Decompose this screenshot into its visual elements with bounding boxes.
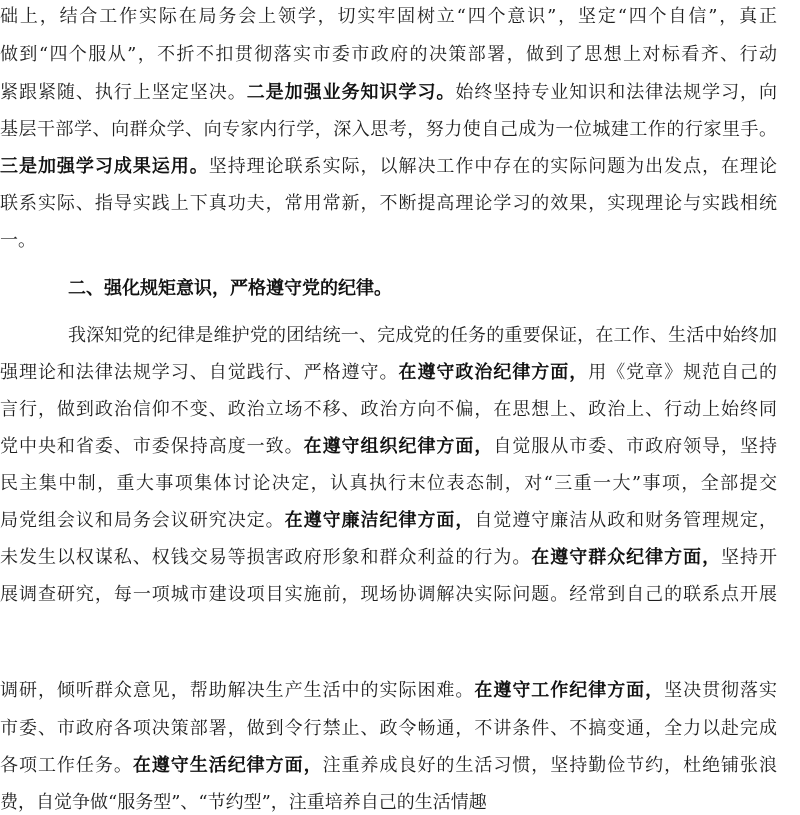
text-run: 用《党章》规范自己的 (588, 362, 778, 383)
text-run: 党中央和省委、市委保持高度一致。 (0, 436, 304, 457)
text-line (0, 583, 777, 607)
text-line (0, 435, 777, 459)
text-run: 未发生以权谋私、权钱交易等损害政府形象和群众利益的行为。 (0, 547, 532, 568)
text-line (0, 679, 777, 703)
text-run: 民主集中制，重大事项集体讨论决定，认真执行末位表态制，对“三重一大”事项，全部提交 (0, 473, 777, 494)
text-line (0, 398, 777, 422)
text-run: 局党组会议和局务会议研究决定。 (0, 510, 285, 531)
text-line (0, 192, 777, 216)
text-line (0, 472, 777, 496)
text-line (0, 155, 777, 179)
text-run: 一。 (0, 230, 36, 251)
text-run: 基层干部学、向群众学、向专家内行学，深入思考，努力使自己成为一位城建工作的行家里手。 (0, 119, 777, 140)
text-line (0, 754, 777, 778)
emphasis-run: 在遵守工作纪律方面， (474, 680, 665, 701)
text-line (0, 81, 777, 105)
emphasis-run: 在遵守组织纪律方面， (303, 436, 494, 457)
text-line (0, 5, 777, 29)
text-run: 坚持理论联系实际，以解决工作中存在的实际问题为出发点，在理论 (208, 156, 778, 177)
text-run: 自觉遵守廉洁从政和财务管理规定， (474, 510, 777, 531)
text-line (0, 546, 777, 570)
emphasis-run: 在遵守生活纪律方面， (132, 755, 323, 776)
text-run: 做到“四个服从”，不折不扣贯彻落实市委市政府的决策部署，做到了思想上对标看齐、行动 (0, 44, 777, 65)
text-run: 础上，结合工作实际在局务会上领学，切实牢固树立“四个意识”，坚定“四个自信”，真正 (0, 6, 777, 27)
text-line (0, 118, 777, 142)
text-run: 各项工作任务。 (0, 755, 133, 776)
text-line (0, 717, 777, 741)
text-run: 注重养成良好的生活习惯，坚持勤俭节约，杜绝铺张浪 (322, 755, 778, 776)
text-run: 始终坚持专业知识和法律法规学习，向 (455, 82, 778, 103)
text-run: 紧跟紧随、执行上坚定坚决。 (0, 82, 247, 103)
text-line (0, 361, 777, 385)
text-run: 我深知党的纪律是维护党的团结统一、完成党的任务的重要保证，在工作、生活中始终加 (68, 325, 777, 346)
text-line (0, 229, 777, 253)
emphasis-run: 二是加强业务知识学习。 (246, 82, 456, 103)
text-run: 坚持开 (721, 547, 777, 568)
text-run: 调研，倾听群众意见，帮助解决生产生活中的实际困难。 (0, 680, 475, 701)
text-run: 坚决贯彻落实 (664, 680, 777, 701)
text-run: 自觉服从市委、市政府领导，坚持 (493, 436, 778, 457)
text-line (0, 509, 777, 533)
text-run: 强理论和法律法规学习、自觉践行、严格遵守。 (0, 362, 399, 383)
text-run: 联系实际、指导实践上下真功夫，常用常新，不断提高理论学习的效果，实现理论与实践相统 (0, 193, 777, 214)
emphasis-run: 在遵守政治纪律方面， (398, 362, 589, 383)
text-line-cut-off (0, 791, 777, 815)
emphasis-run: 三是加强学习成果运用。 (0, 156, 209, 177)
text-run: 市委、市政府各项决策部署，做到令行禁止、政令畅通，不讲条件、不搞变通，全力以赴完成 (0, 718, 777, 739)
text-line (68, 324, 777, 348)
text-line (0, 43, 777, 67)
section-heading: 二、强化规矩意识，严格遵守党的纪律。 (68, 278, 392, 299)
text-run: 展调查研究，每一项城市建设项目实施前，现场协调解决实际问题。经常到自己的联系点开展 (0, 584, 777, 605)
emphasis-run: 在遵守廉洁纪律方面， (284, 510, 475, 531)
text-run: 费，自觉争做“服务型”、“节约型”，注重培养自己的生活情趣 (0, 792, 487, 813)
emphasis-run: 在遵守群众纪律方面， (531, 547, 722, 568)
text-run: 言行，做到政治信仰不变、政治立场不移、政治方向不偏，在思想上、政治上、行动上始终同 (0, 399, 777, 420)
